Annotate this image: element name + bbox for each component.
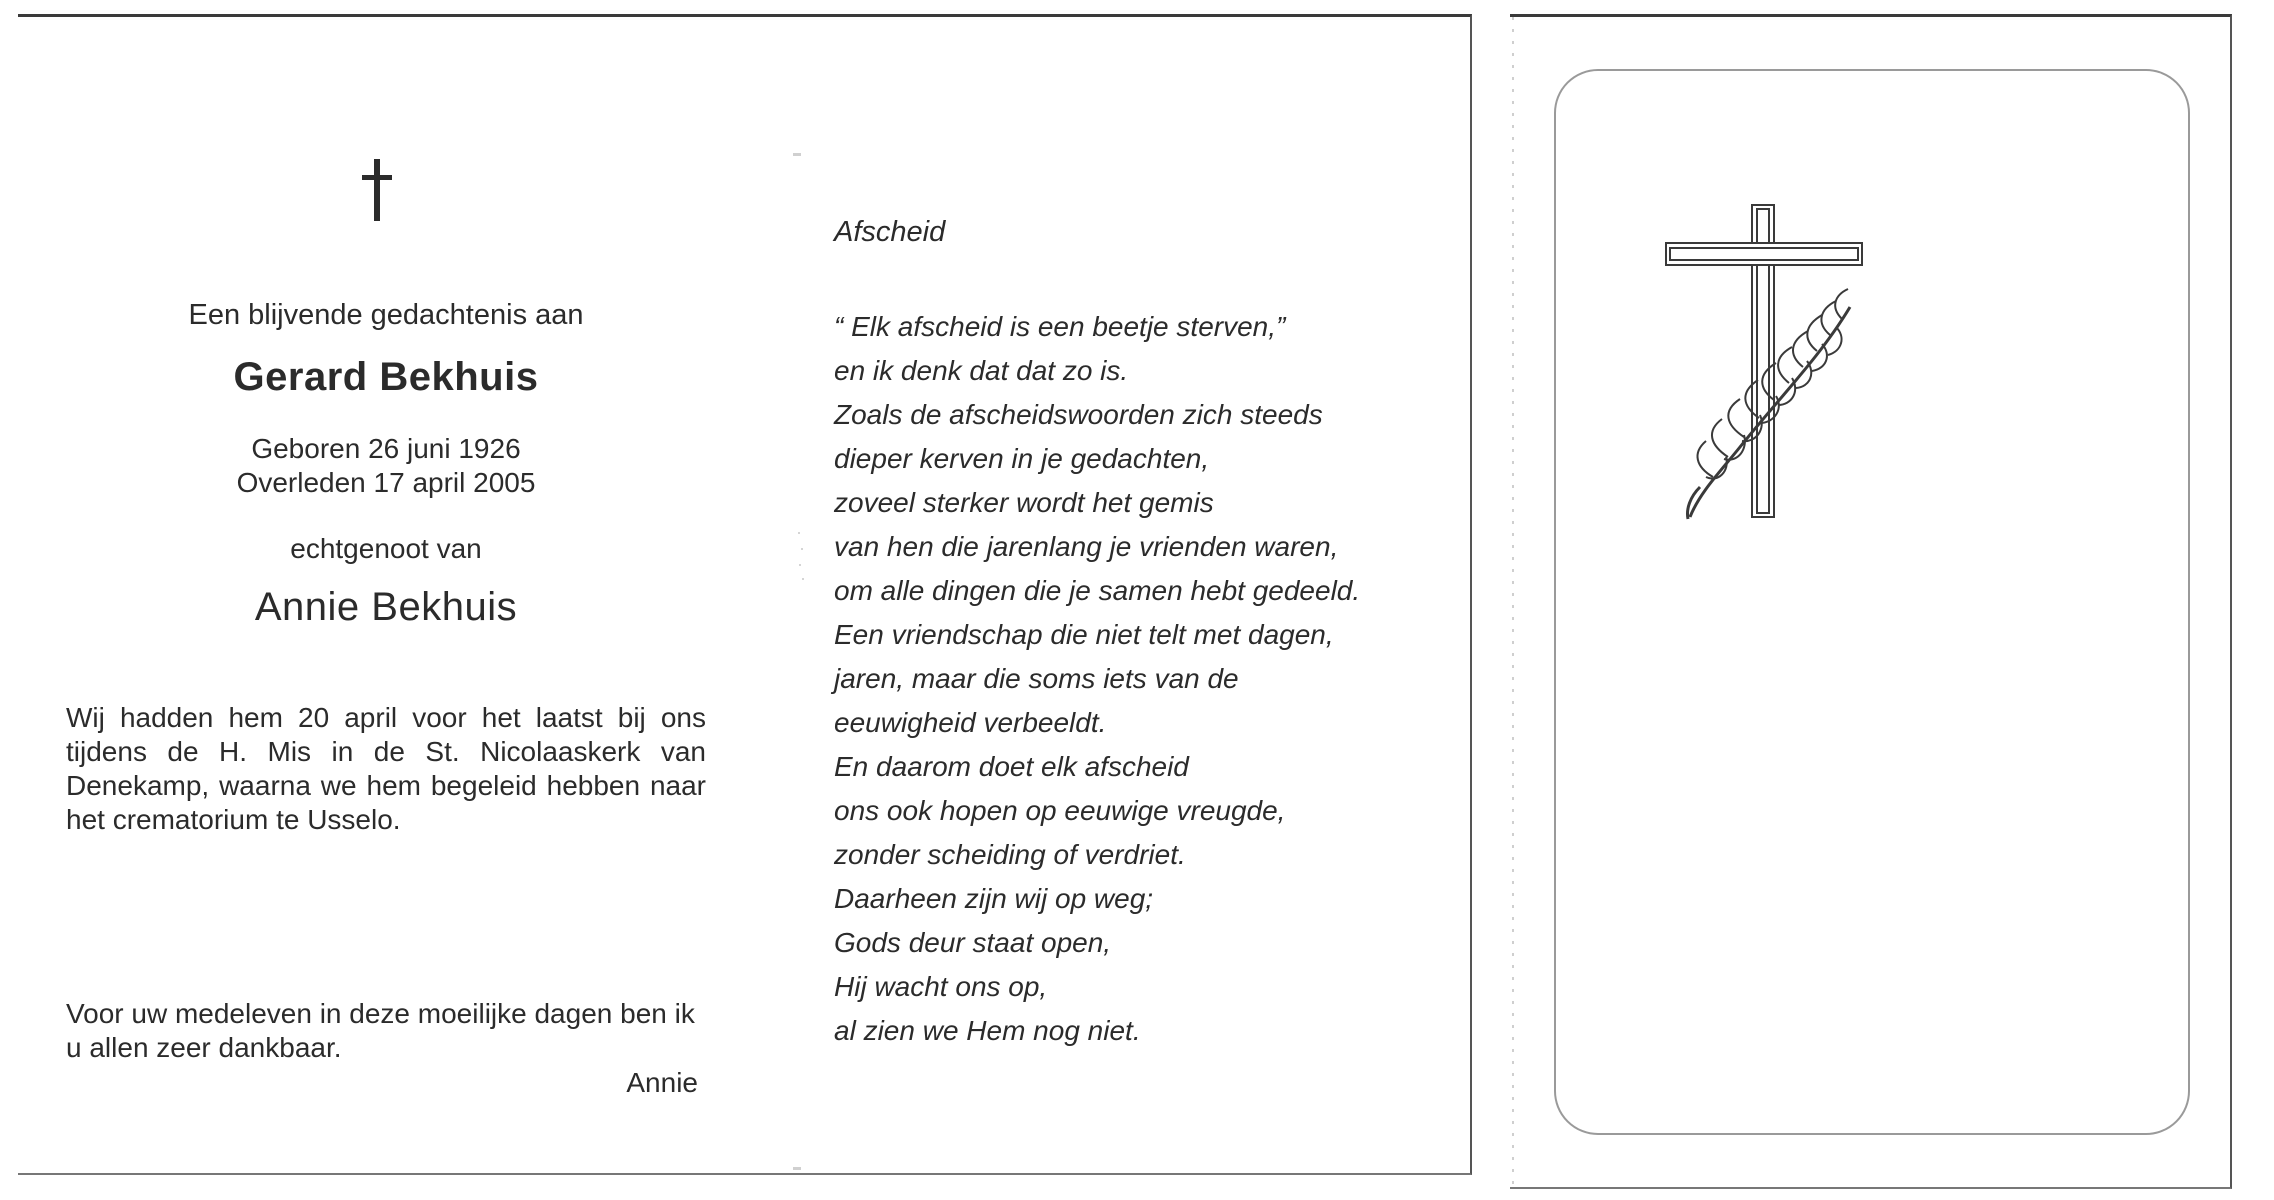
poem-line: jaren, maar die soms iets van de [834, 663, 1239, 694]
poem-line: om alle dingen die je samen hebt gedeeld. [834, 575, 1361, 606]
poem-line: dieper kerven in je gedachten, [834, 443, 1210, 474]
rounded-frame [1554, 69, 2190, 1135]
birth-date: Geboren 26 juni 1926 [251, 433, 521, 464]
fold-mark [793, 153, 801, 156]
poem-title: Afscheid [834, 216, 946, 248]
poem-line: al zien we Hem nog niet. [834, 1015, 1141, 1046]
poem-lines [834, 305, 1360, 1053]
spouse-name: Annie Bekhuis [254, 585, 518, 629]
perforation-line [1512, 17, 1514, 1187]
poem-line: Hij wacht ons op, [834, 971, 1048, 1002]
death-date: Overleden 17 april 2005 [236, 467, 536, 498]
poem-line: Zoals de afscheidswoorden zich steeds [834, 399, 1323, 430]
memorial-card-front [1510, 14, 2232, 1189]
poem-line: zonder scheiding of verdriet. [834, 839, 1186, 870]
thanks-message: Voor uw medeleven in deze moeilijke dagen ben ik u allen zeer dankbaar. [66, 998, 695, 1063]
deceased-name: Gerard Bekhuis [233, 355, 539, 399]
poem-line: zoveel sterker wordt het gemis [834, 487, 1214, 518]
poem-line: en ik denk dat dat zo is. [834, 355, 1129, 386]
poem-line: eeuwigheid verbeeldt. [834, 707, 1107, 738]
small-cross-icon [66, 157, 706, 227]
poem-line: van hen die jarenlang je vrienden waren, [834, 531, 1339, 562]
signature: Annie [626, 1067, 698, 1098]
poem-line: ons ook hopen op eeuwige vreugde, [834, 795, 1286, 826]
poem-line: Gods deur staat open, [834, 927, 1112, 958]
paper-speckle [796, 527, 806, 587]
poem-line: Een vriendschap die niet telt met dagen, [834, 619, 1334, 650]
intro-text: Een blijvende gedachtenis aan [188, 299, 584, 331]
memorial-card-inside [18, 14, 1472, 1175]
farewell-message: Wij hadden hem 20 april voor het laatst bij ons tijdens de H. Mis in de St. Nicolaaskerk van Denekamp, waarna we hem begeleid hebben naar het crematorium te Usselo. [66, 702, 706, 835]
cross-with-palm-branch-icon [1660, 187, 1870, 527]
poem-line: Daarheen zijn wij op weg; [834, 883, 1154, 914]
fold-mark [793, 1167, 801, 1170]
spouse-label: echtgenoot van [290, 533, 482, 564]
poem-line: En daarom doet elk afscheid [834, 751, 1189, 782]
poem-line: “ Elk afscheid is een beetje sterven,” [834, 311, 1286, 342]
